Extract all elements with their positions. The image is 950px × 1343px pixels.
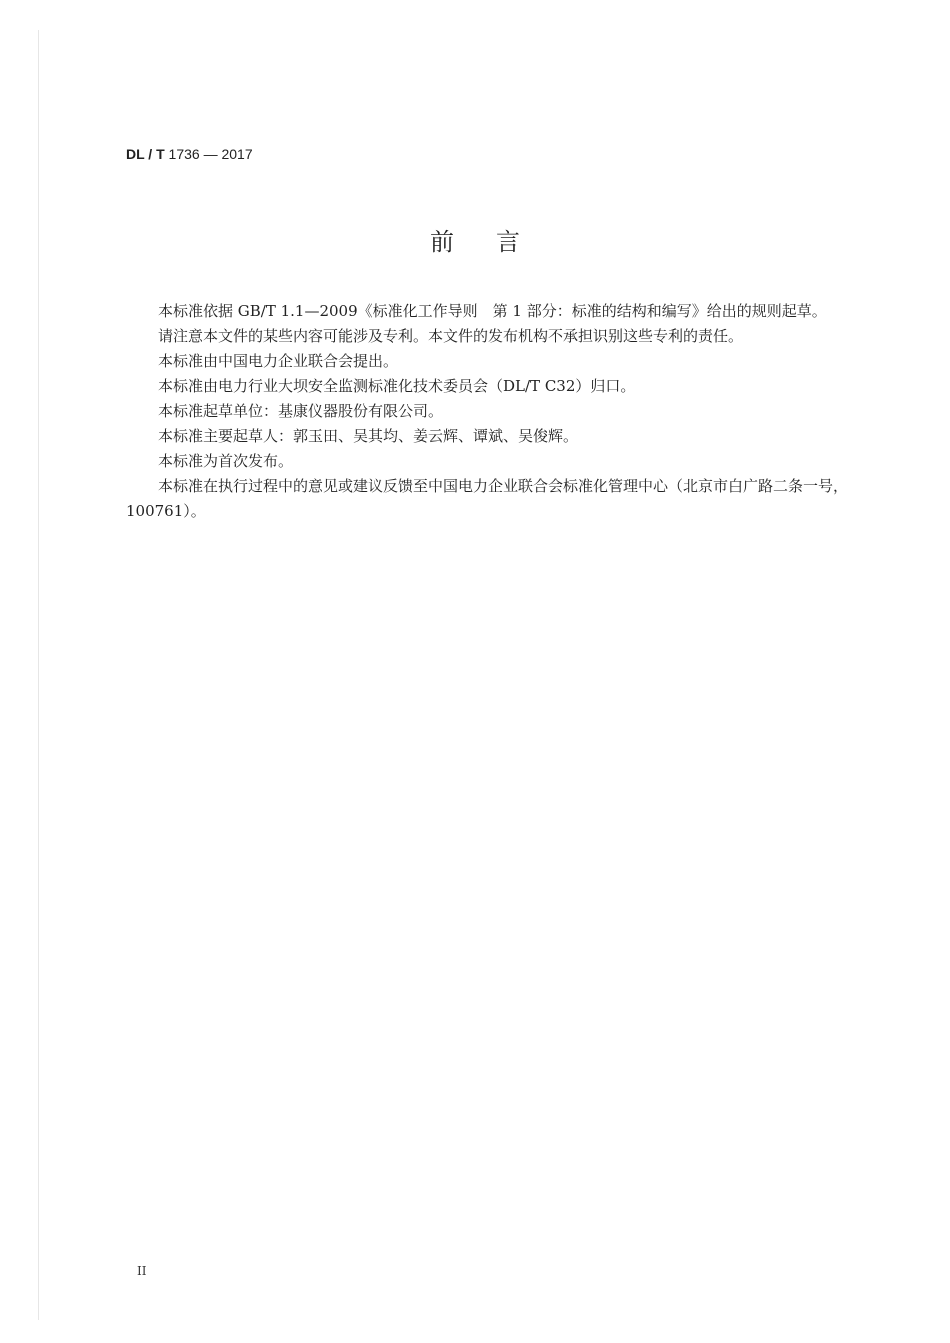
paragraph-feedback: 本标准在执行过程中的意见或建议反馈至中国电力企业联合会标准化管理中心（北京市白广路二条一号，100761）。 — [126, 477, 849, 520]
standard-letters: DL / T — [126, 146, 165, 162]
paragraph-proposer: 本标准由中国电力企业联合会提出。 — [158, 352, 399, 370]
foreword-body — [126, 299, 884, 524]
page-title: 前言 — [430, 228, 562, 256]
document-code — [126, 146, 253, 162]
paragraph-first-release: 本标准为首次发布。 — [158, 452, 294, 470]
paragraph-drafters: 本标准主要起草人：郭玉田、吴其均、姜云辉、谭斌、吴俊辉。 — [158, 427, 579, 445]
paragraph-patent-notice: 请注意本文件的某些内容可能涉及专利。本文件的发布机构不承担识别这些专利的责任。 — [158, 327, 744, 345]
paragraph-committee: 本标准由电力行业大坝安全监测标准化技术委员会（DL/T C32）归口。 — [158, 377, 636, 395]
standard-number: 1736 — 2017 — [168, 146, 253, 162]
paragraph-drafting-rules: 本标准依据 GB/T 1.1—2009《标准化工作导则 第 1 部分：标准的结构和编写》给出的规则起草。 — [158, 302, 827, 320]
paragraph-drafting-unit: 本标准起草单位：基康仪器股份有限公司。 — [158, 402, 444, 420]
page-number: II — [137, 1264, 147, 1278]
